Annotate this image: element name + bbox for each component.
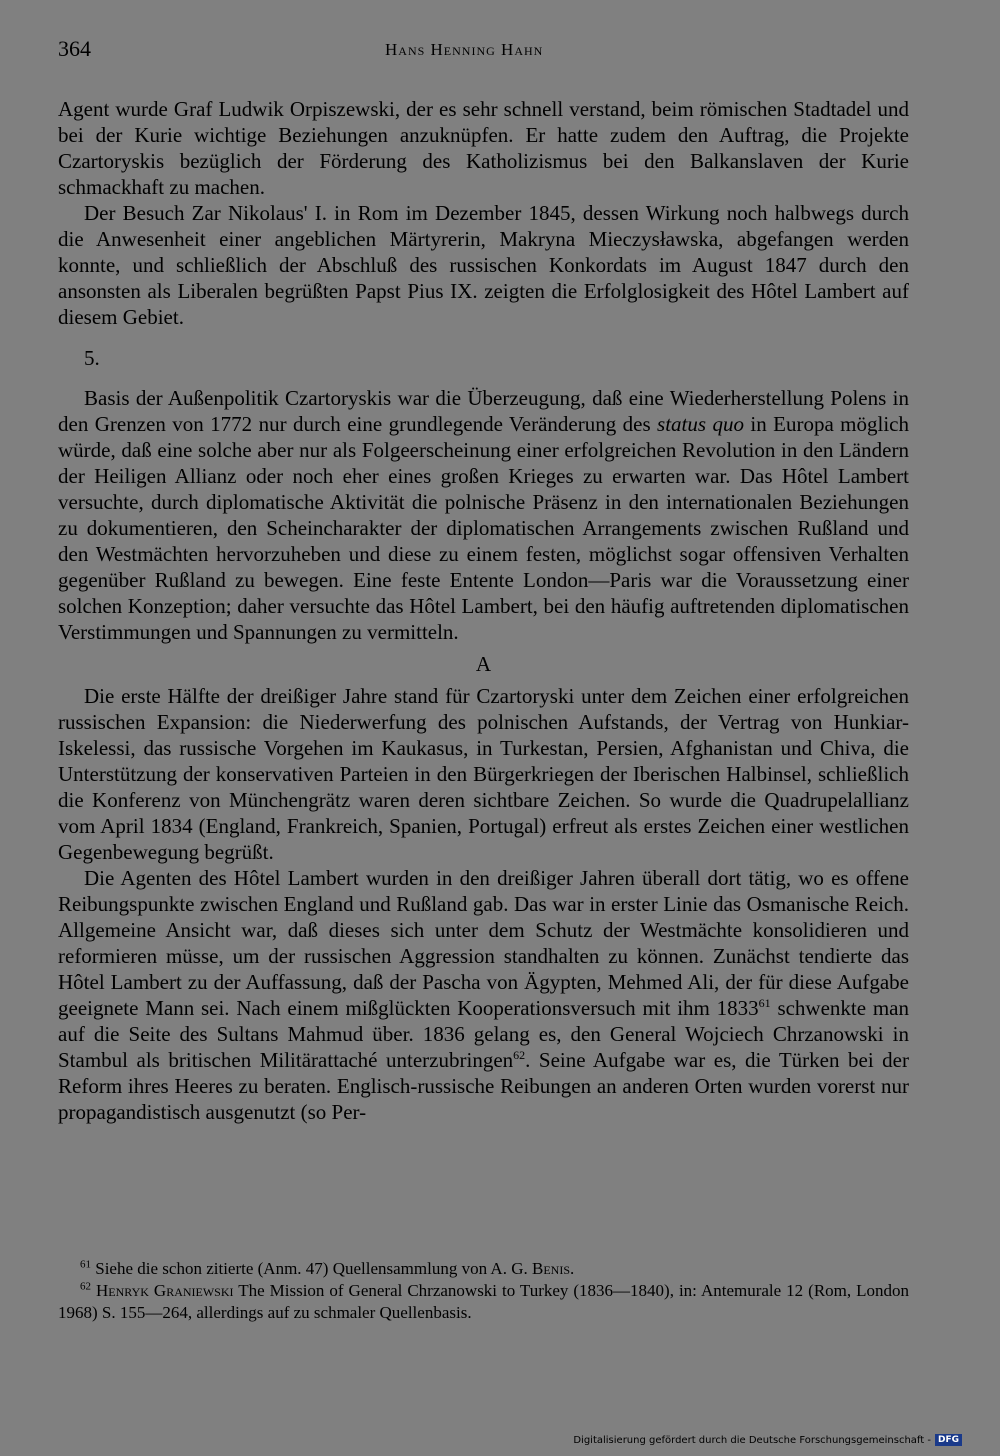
footnote-ref[interactable]: 61: [758, 996, 771, 1010]
page-header: [58, 36, 909, 66]
paragraph: Agent wurde Graf Ludwik Orpiszewski, der es sehr schnell verstand, beim römischen Stadtadel und bei der Kurie wichtige Beziehungen anzuknüpfen. Er hatte zudem den Auftrag, die Projekte Czartoryskis bezüglich der Förderung des Katholizismus bei den Balkanslaven der Kurie schmackhaft zu machen.: [58, 97, 909, 199]
credit-text: Digitalisierung gefördert durch die Deutsche Forschungsgemeinschaft -: [573, 1434, 931, 1446]
paragraph-text: . Seine Aufgabe war es, die Türken bei der Reform ihres Heeres zu beraten. Englisch-russische Reibungen an anderen Orten wurden vorerst nur propagandistisch ausgenutzt (so Per-: [58, 1048, 909, 1124]
digitization-credit: [573, 1434, 962, 1446]
footnote-text: The Mission of General Chrzanowski to Turkey (1836—1840), in: Antemurale 12 (Rom, London 1968) S. 155—264, allerdings auf zu schmaler Quellenbasis.: [58, 1281, 909, 1322]
footnote-mark: 62: [80, 1280, 91, 1293]
paragraph-text: schwenkte man auf die Seite des Sultans Mahmud über. 1836 gelang es, den General Wojciech Chrzanowski in Stambul als britischen Militärattaché unterzubringen: [58, 996, 909, 1072]
footnote-61: [58, 1258, 909, 1280]
running-head: Hans Henning Hahn: [385, 40, 544, 59]
paragraph: Der Besuch Zar Nikolaus' I. in Rom im Dezember 1845, dessen Wirkung noch halbwegs durch die Anwesenheit einer angeblichen Märtyrerin, Makryna Mieczysławska, abgefangen werden konnte, und schließlich der Abschluß des russischen Konkordats im August 1847 durch den ansonsten als Liberalen begrüßten Papst Pius IX. zeigten die Erfolglosigkeit des Hôtel Lambert auf diesem Gebiet.: [58, 201, 909, 329]
paragraph-text: Basis der Außenpolitik Czartoryskis war die Überzeugung, daß eine Wiederherstellung Polens in den Grenzen von 1772 nur durch eine grundlegende Veränderung des: [58, 386, 909, 436]
footnote-text: Siehe die schon zitierte (Anm. 47) Quellensammlung von A. G.: [95, 1259, 532, 1278]
paragraph: [58, 385, 909, 645]
paragraph-text: in Europa möglich würde, daß eine solche aber nur als Folgeerscheinung einer erfolgreichen Revolution in den Ländern der Heiligen Allianz oder noch eher eines großen Krieges zu erwarten war. Das Hôtel Lambert versuchte, durch diplomatische Aktivität die polnische Präsenz in den internationalen Beziehungen zu dokumentieren, den Scheincharakter der diplomatischen Arrangements zwischen Rußland und den Westmächten hervorzuheben und diese zu einem festen, möglichst sogar offensiven Verhalten gegenüber Rußland zu bewegen. Eine feste Entente London—Paris war die Voraussetzung einer solchen Konzeption; daher versuchte das Hôtel Lambert, bei den häufig auftretenden diplomatischen Verstimmungen und Spannungen zu vermitteln.: [58, 412, 910, 644]
subsection-heading: A: [475, 652, 492, 676]
paragraph-text: Die Agenten des Hôtel Lambert wurden in den dreißiger Jahren überall dort tätig, wo es offene Reibungspunkte zwischen England und Rußland gab. Das war in erster Linie das Osmanische Reich. Allgemeine Ansicht war, daß dieses sich unter dem Schutz der Westmächte konsolidieren und reformieren müsse, um der russischen Aggression standhalten zu können. Zunächst tendierte das Hôtel Lambert zu der Auffassung, daß der Pascha von Ägypten, Mehmed Ali, der für diese Aufgabe geeignete Mann sei. Nach einem mißglückten Kooperationsversuch mit ihm 1833: [58, 866, 909, 1020]
footnote-ref[interactable]: 62: [513, 1048, 526, 1062]
footnote-author: Benis: [531, 1259, 570, 1278]
footnote-mark: 61: [80, 1258, 91, 1271]
main-text: [58, 96, 909, 1125]
paragraph: [58, 865, 909, 1125]
footnotes: [58, 1258, 909, 1324]
section-number: 5.: [84, 346, 100, 370]
dfg-logo: DFG: [935, 1434, 962, 1446]
footnote-author: Henryk Graniewski: [95, 1281, 234, 1300]
paragraph: Die erste Hälfte der dreißiger Jahre stand für Czartoryski unter dem Zeichen einer erfolgreichen russischen Expansion: die Niederwerfung des polnischen Aufstands, der Vertrag von Hunkiar-Iskelessi, das russische Vorgehen im Kaukasus, in Turkestan, Persien, Afghanistan und Chiva, die Unterstützung der konservativen Parteien in den Bürgerkriegen der Iberischen Halbinsel, schließlich die Konferenz von Münchengrätz waren deren sichtbare Zeichen. So wurde die Quadrupelallianz vom April 1834 (England, Frankreich, Spanien, Portugal) erfreut als erstes Zeichen einer westlichen Gegenbewegung begrüßt.: [58, 684, 909, 864]
footnote-text: .: [570, 1259, 575, 1278]
italic-term: status quo: [657, 412, 744, 436]
page-number: 364: [58, 36, 91, 61]
footnote-62: [58, 1280, 909, 1324]
